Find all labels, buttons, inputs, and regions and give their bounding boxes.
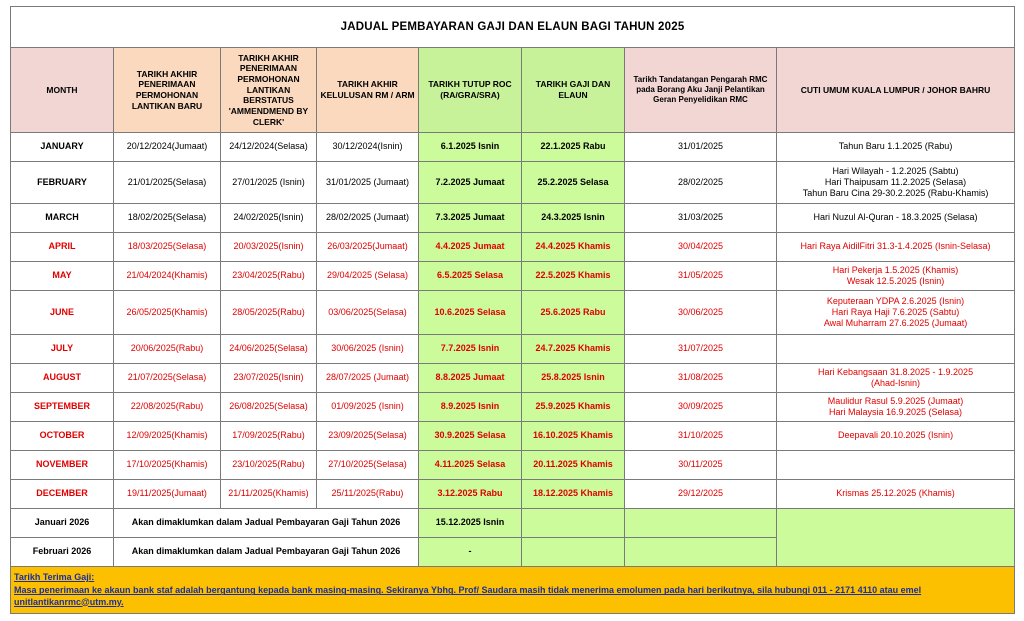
new-appointment-cell: 18/02/2025(Selasa)	[114, 204, 221, 233]
salary-cell	[522, 538, 625, 567]
holiday-cell	[777, 509, 1015, 567]
salary-schedule	[10, 6, 1014, 614]
new-appointment-cell: 22/08/2025(Rabu)	[114, 393, 221, 422]
rmc-cell: 31/03/2025	[625, 204, 777, 233]
approval-cell: 23/09/2025(Selasa)	[317, 422, 419, 451]
month-cell: Februari 2026	[11, 538, 114, 567]
amendment-cell: 24/12/2024(Selasa)	[221, 133, 317, 162]
amendment-cell: 23/10/2025(Rabu)	[221, 451, 317, 480]
amendment-cell: 24/06/2025(Selasa)	[221, 335, 317, 364]
roc-cell: 8.8.2025 Jumaat	[419, 364, 522, 393]
header-amendment: TARIKH AKHIR PENERIMAAN PERMOHONAN LANTIKAN BERSTATUS 'AMMENDMEND BY CLERK'	[221, 48, 317, 133]
roc-cell: 15.12.2025 Isnin	[419, 509, 522, 538]
holiday-line: (Ahad-Isnin)	[871, 378, 921, 388]
month-cell: MAY	[11, 262, 114, 291]
holiday-line: Hari Nuzul Al-Quran - 18.3.2025 (Selasa)	[813, 212, 978, 223]
rmc-cell: 28/02/2025	[625, 162, 777, 204]
roc-cell: 6.1.2025 Isnin	[419, 133, 522, 162]
salary-cell	[522, 509, 625, 538]
month-cell: DECEMBER	[11, 480, 114, 509]
roc-cell: 30.9.2025 Selasa	[419, 422, 522, 451]
amendment-cell: 20/03/2025(Isnin)	[221, 233, 317, 262]
holiday-line: Hari Raya AidilFitri 31.3-1.4.2025 (Isnin-Selasa)	[800, 241, 991, 252]
header-rmc-sign: Tarikh Tandatangan Pengarah RMC pada Borang Aku Janji Pelantikan Geran Penyelidikan RMC	[625, 48, 777, 133]
amendment-cell: 21/11/2025(Khamis)	[221, 480, 317, 509]
approval-cell: 31/01/2025 (Jumaat)	[317, 162, 419, 204]
new-appointment-cell: 17/10/2025(Khamis)	[114, 451, 221, 480]
holiday-line: Hari Malaysia 16.9.2025 (Selasa)	[828, 407, 963, 417]
holiday-line: Hari Kebangsaan 31.8.2025 - 1.9.2025	[817, 366, 974, 377]
amendment-cell: 27/01/2025 (Isnin)	[221, 162, 317, 204]
header-approval: TARIKH AKHIR KELULUSAN RM / ARM	[317, 48, 419, 133]
roc-cell: 4.11.2025 Selasa	[419, 451, 522, 480]
holiday-cell	[777, 233, 1015, 262]
roc-cell: -	[419, 538, 522, 567]
rmc-cell	[625, 538, 777, 567]
salary-cell: 22.1.2025 Rabu	[522, 133, 625, 162]
new-appointment-cell: 21/04/2024(Khamis)	[114, 262, 221, 291]
salary-cell: 24.4.2025 Khamis	[522, 233, 625, 262]
roc-cell: 6.5.2025 Selasa	[419, 262, 522, 291]
rmc-cell: 31/05/2025	[625, 262, 777, 291]
holiday-line: Keputeraan YDPA 2.6.2025 (Isnin)	[826, 295, 965, 306]
roc-cell: 7.3.2025 Jumaat	[419, 204, 522, 233]
rmc-cell	[625, 509, 777, 538]
holiday-cell	[777, 291, 1015, 335]
new-appointment-cell: 20/06/2025(Rabu)	[114, 335, 221, 364]
month-cell: FEBRUARY	[11, 162, 114, 204]
holiday-cell	[777, 262, 1015, 291]
table-row	[11, 204, 1015, 233]
approval-cell: 28/07/2025 (Jumaat)	[317, 364, 419, 393]
new-appointment-cell: 12/09/2025(Khamis)	[114, 422, 221, 451]
salary-cell: 16.10.2025 Khamis	[522, 422, 625, 451]
month-cell: Januari 2026	[11, 509, 114, 538]
table-row	[11, 262, 1015, 291]
holiday-cell	[777, 364, 1015, 393]
table-row	[11, 162, 1015, 204]
holiday-cell	[777, 393, 1015, 422]
salary-cell: 18.12.2025 Khamis	[522, 480, 625, 509]
rmc-cell: 31/07/2025	[625, 335, 777, 364]
rmc-cell: 30/09/2025	[625, 393, 777, 422]
amendment-cell: 23/04/2025(Rabu)	[221, 262, 317, 291]
table-row	[11, 509, 1015, 538]
amendment-cell: 24/02/2025(Isnin)	[221, 204, 317, 233]
table-row	[11, 451, 1015, 480]
month-cell: JULY	[11, 335, 114, 364]
holiday-cell	[777, 422, 1015, 451]
month-cell: JANUARY	[11, 133, 114, 162]
holiday-cell	[777, 162, 1015, 204]
table-row	[11, 422, 1015, 451]
holiday-line: Deepavali 20.10.2025 (Isnin)	[837, 430, 954, 441]
table-row	[11, 364, 1015, 393]
month-cell: OCTOBER	[11, 422, 114, 451]
amendment-cell: 23/07/2025(Isnin)	[221, 364, 317, 393]
month-cell: NOVEMBER	[11, 451, 114, 480]
new-appointment-cell: 21/01/2025(Selasa)	[114, 162, 221, 204]
salary-cell: 24.3.2025 Isnin	[522, 204, 625, 233]
rmc-cell: 31/01/2025	[625, 133, 777, 162]
rmc-cell: 31/10/2025	[625, 422, 777, 451]
table-row	[11, 393, 1015, 422]
salary-cell: 24.7.2025 Khamis	[522, 335, 625, 364]
amendment-cell: 26/08/2025(Selasa)	[221, 393, 317, 422]
approval-cell: 30/12/2024(Isnin)	[317, 133, 419, 162]
rmc-cell: 31/08/2025	[625, 364, 777, 393]
approval-cell: 30/06/2025 (Isnin)	[317, 335, 419, 364]
schedule-table	[10, 6, 1015, 614]
table-row	[11, 335, 1015, 364]
rmc-cell: 30/11/2025	[625, 451, 777, 480]
table-row	[11, 291, 1015, 335]
table-row	[11, 480, 1015, 509]
approval-cell: 03/06/2025(Selasa)	[317, 291, 419, 335]
salary-cell: 25.2.2025 Selasa	[522, 162, 625, 204]
amendment-cell: 17/09/2025(Rabu)	[221, 422, 317, 451]
holiday-line: Hari Wilayah - 1.2.2025 (Sabtu)	[832, 165, 959, 176]
salary-cell: 25.6.2025 Rabu	[522, 291, 625, 335]
holiday-cell	[777, 480, 1015, 509]
rmc-cell: 29/12/2025	[625, 480, 777, 509]
approval-cell: 26/03/2025(Jumaat)	[317, 233, 419, 262]
footer-text: Masa penerimaan ke akaun bank staf adalah bergantung kepada bank masing-masing. Sekiranya Ybhg. Prof/ Saudara masih tidak menerima emolumen pada hari berikutnya, sila hubungi 011 - 2171 4110 atau emel unitlantikanrmc@utm.my.	[14, 585, 922, 607]
header-salary-date: TARIKH GAJI DAN ELAUN	[522, 48, 625, 133]
header-row	[11, 48, 1015, 133]
amendment-cell: 28/05/2025(Rabu)	[221, 291, 317, 335]
approval-cell: 25/11/2025(Rabu)	[317, 480, 419, 509]
holiday-line: Awal Muharram 27.6.2025 (Jumaat)	[823, 318, 968, 329]
new-appointment-cell: 26/05/2025(Khamis)	[114, 291, 221, 335]
footer-heading: Tarikh Terima Gaji:	[14, 572, 95, 583]
holiday-line: Wesak 12.5.2025 (Isnin)	[846, 276, 945, 286]
note-cell: Akan dimaklumkan dalam Jadual Pembayaran Gaji Tahun 2026	[114, 509, 419, 538]
salary-cell: 20.11.2025 Khamis	[522, 451, 625, 480]
footer-note	[11, 567, 1015, 614]
new-appointment-cell: 18/03/2025(Selasa)	[114, 233, 221, 262]
holiday-line: Hari Thaipusam 11.2.2025 (Selasa)	[824, 176, 967, 187]
holiday-line: Krismas 25.12.2025 (Khamis)	[836, 488, 955, 499]
header-month: MONTH	[11, 48, 114, 133]
table-row	[11, 133, 1015, 162]
roc-cell: 7.2.2025 Jumaat	[419, 162, 522, 204]
month-cell: APRIL	[11, 233, 114, 262]
month-cell: SEPTEMBER	[11, 393, 114, 422]
salary-cell: 25.8.2025 Isnin	[522, 364, 625, 393]
approval-cell: 29/04/2025 (Selasa)	[317, 262, 419, 291]
header-public-holidays: CUTI UMUM KUALA LUMPUR / JOHOR BAHRU	[777, 48, 1015, 133]
roc-cell: 10.6.2025 Selasa	[419, 291, 522, 335]
holiday-line: Tahun Baru 1.1.2025 (Rabu)	[838, 141, 953, 152]
month-cell: JUNE	[11, 291, 114, 335]
holiday-line: Hari Raya Haji 7.6.2025 (Sabtu)	[831, 306, 960, 317]
header-new-appointment: TARIKH AKHIR PENERIMAAN PERMOHONAN LANTIKAN BARU	[114, 48, 221, 133]
month-cell: MARCH	[11, 204, 114, 233]
approval-cell: 28/02/2025 (Jumaat)	[317, 204, 419, 233]
month-cell: AUGUST	[11, 364, 114, 393]
table-title: JADUAL PEMBAYARAN GAJI DAN ELAUN BAGI TAHUN 2025	[11, 7, 1015, 48]
roc-cell: 4.4.2025 Jumaat	[419, 233, 522, 262]
header-roc-close: TARIKH TUTUP ROC (RA/GRA/SRA)	[419, 48, 522, 133]
holiday-cell	[777, 133, 1015, 162]
table-row	[11, 233, 1015, 262]
roc-cell: 3.12.2025 Rabu	[419, 480, 522, 509]
new-appointment-cell: 19/11/2025(Jumaat)	[114, 480, 221, 509]
rmc-cell: 30/04/2025	[625, 233, 777, 262]
note-cell: Akan dimaklumkan dalam Jadual Pembayaran Gaji Tahun 2026	[114, 538, 419, 567]
holiday-line: Maulidur Rasul 5.9.2025 (Jumaat)	[827, 395, 964, 406]
new-appointment-cell: 20/12/2024(Jumaat)	[114, 133, 221, 162]
holiday-line: Tahun Baru Cina 29-30.2.2025 (Rabu-Khamis)	[802, 188, 989, 199]
holiday-cell	[777, 451, 1015, 480]
salary-cell: 22.5.2025 Khamis	[522, 262, 625, 291]
holiday-cell	[777, 335, 1015, 364]
holiday-line: Hari Pekerja 1.5.2025 (Khamis)	[832, 264, 959, 275]
approval-cell: 01/09/2025 (Isnin)	[317, 393, 419, 422]
salary-cell: 25.9.2025 Khamis	[522, 393, 625, 422]
approval-cell: 27/10/2025(Selasa)	[317, 451, 419, 480]
holiday-cell	[777, 204, 1015, 233]
new-appointment-cell: 21/07/2025(Selasa)	[114, 364, 221, 393]
rmc-cell: 30/06/2025	[625, 291, 777, 335]
roc-cell: 7.7.2025 Isnin	[419, 335, 522, 364]
roc-cell: 8.9.2025 Isnin	[419, 393, 522, 422]
